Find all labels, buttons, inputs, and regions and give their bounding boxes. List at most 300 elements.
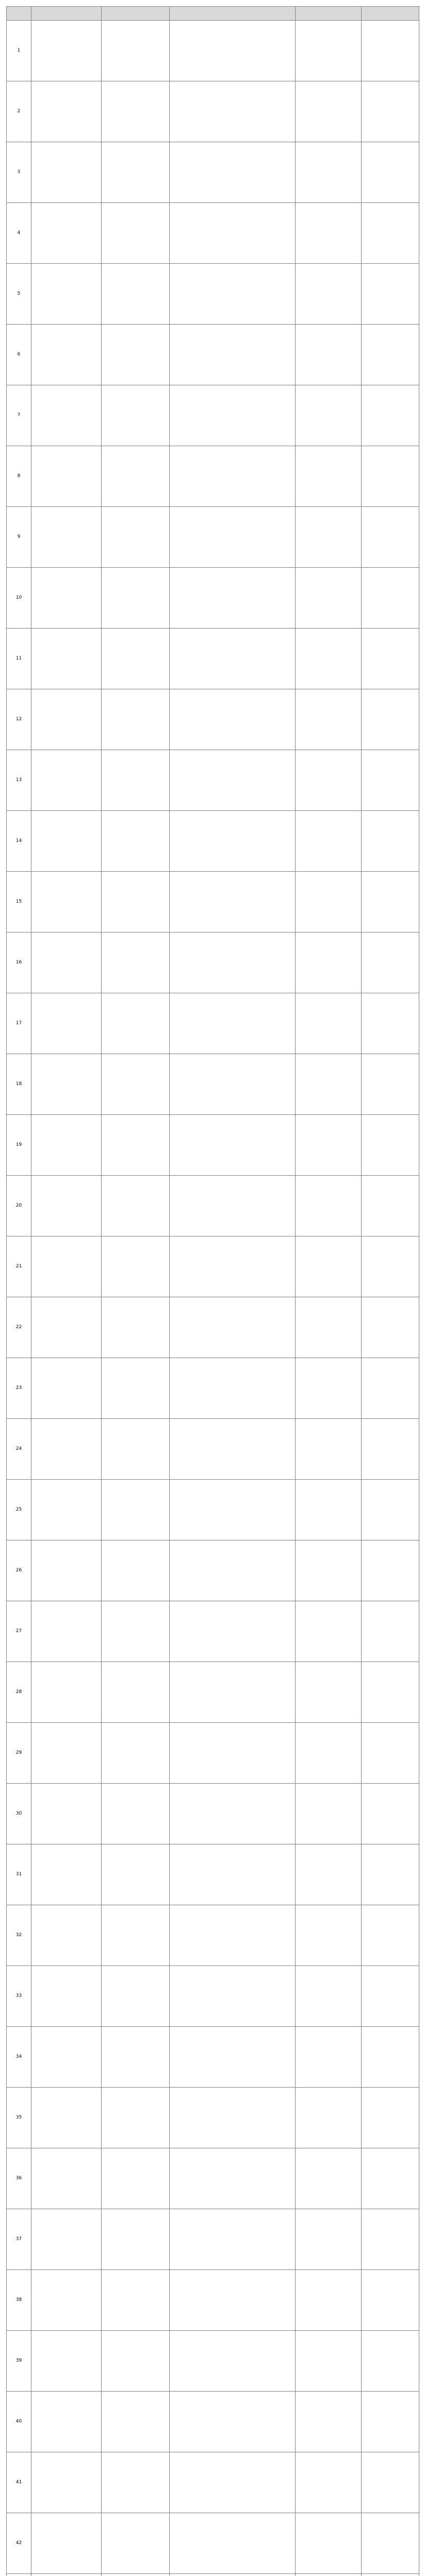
cell-company (31, 1784, 102, 1844)
cell-status (362, 2270, 419, 2331)
cell-scope (170, 1419, 296, 1480)
cell-scope (170, 1784, 296, 1844)
cell-status (362, 2209, 419, 2270)
cell-status (362, 1662, 419, 1723)
table-row (7, 1297, 419, 1358)
cell-date (102, 1723, 170, 1784)
cell-date (102, 1966, 170, 2027)
cell-type (296, 2027, 362, 2088)
table-row (7, 1540, 419, 1601)
cell-company (31, 507, 102, 568)
cell-status (362, 1784, 419, 1844)
cell-status (362, 811, 419, 872)
cell-scope (170, 81, 296, 142)
cell-scope (170, 2209, 296, 2270)
cell-scope (170, 811, 296, 872)
table-row (7, 81, 419, 142)
table-row (7, 1905, 419, 1966)
cell-company (31, 2270, 102, 2331)
cell-status (362, 1176, 419, 1236)
cell-scope (170, 1601, 296, 1662)
table-row (7, 750, 419, 811)
table-row (7, 2574, 419, 2576)
cell-seq: 39 (7, 2331, 31, 2392)
cell-date (102, 385, 170, 446)
cell-seq: 13 (7, 750, 31, 811)
table-row (7, 507, 419, 568)
cell-seq: 5 (7, 264, 31, 325)
table-row (7, 2270, 419, 2331)
cell-company (31, 2452, 102, 2513)
cell-type (296, 1723, 362, 1784)
cell-seq: 4 (7, 203, 31, 264)
cell-scope (170, 446, 296, 507)
table-row (7, 1723, 419, 1784)
cell-date (102, 1054, 170, 1115)
cell-type (296, 1054, 362, 1115)
cell-company (31, 933, 102, 993)
cell-status (362, 689, 419, 750)
cell-company (31, 872, 102, 933)
header-row (7, 7, 419, 21)
cell-status (362, 2513, 419, 2574)
cell-type (296, 325, 362, 385)
cell-date (102, 1480, 170, 1540)
cell-scope (170, 507, 296, 568)
cell-status (362, 1054, 419, 1115)
inspection-table-container (6, 6, 419, 2576)
cell-seq: 35 (7, 2088, 31, 2148)
cell-date (102, 1540, 170, 1601)
cell-type (296, 1480, 362, 1540)
cell-company (31, 1236, 102, 1297)
table-row (7, 2513, 419, 2574)
cell-company (31, 446, 102, 507)
cell-type (296, 1358, 362, 1419)
cell-type (296, 568, 362, 629)
cell-type (296, 1419, 362, 1480)
column-header-seq (7, 7, 31, 21)
cell-type (296, 1662, 362, 1723)
column-header-type (296, 7, 362, 21)
table-row (7, 933, 419, 993)
table-row (7, 1236, 419, 1297)
cell-seq: 42 (7, 2513, 31, 2574)
cell-seq: 7 (7, 385, 31, 446)
cell-status (362, 1358, 419, 1419)
cell-date (102, 2209, 170, 2270)
cell-seq: 26 (7, 1540, 31, 1601)
cell-company (31, 1723, 102, 1784)
cell-type (296, 1176, 362, 1236)
cell-type (296, 21, 362, 81)
cell-date (102, 507, 170, 568)
cell-scope (170, 2027, 296, 2088)
cell-date (102, 446, 170, 507)
cell-type (296, 2270, 362, 2331)
cell-date (102, 81, 170, 142)
cell-seq: 14 (7, 811, 31, 872)
cell-type (296, 811, 362, 872)
cell-type (296, 1784, 362, 1844)
cell-seq: 10 (7, 568, 31, 629)
cell-scope (170, 2088, 296, 2148)
cell-company (31, 1419, 102, 1480)
cell-seq: 21 (7, 1236, 31, 1297)
cell-type (296, 689, 362, 750)
cell-seq: 23 (7, 1358, 31, 1419)
cell-seq: 6 (7, 325, 31, 385)
column-header-status (362, 7, 419, 21)
cell-status (362, 872, 419, 933)
cell-status (362, 993, 419, 1054)
cell-seq: 22 (7, 1297, 31, 1358)
cell-type (296, 1844, 362, 1905)
cell-date (102, 1844, 170, 1905)
cell-seq: 38 (7, 2270, 31, 2331)
table-row (7, 1662, 419, 1723)
cell-company (31, 1844, 102, 1905)
table-row (7, 2392, 419, 2452)
cell-seq: 9 (7, 507, 31, 568)
cell-type (296, 2148, 362, 2209)
cell-company (31, 1540, 102, 1601)
cell-scope (170, 1662, 296, 1723)
cell-seq: 3 (7, 142, 31, 203)
cell-seq: 34 (7, 2027, 31, 2088)
table-row (7, 1358, 419, 1419)
cell-company (31, 750, 102, 811)
cell-date (102, 872, 170, 933)
cell-type (296, 1966, 362, 2027)
cell-status (362, 2392, 419, 2452)
cell-date (102, 1115, 170, 1176)
cell-type (296, 2209, 362, 2270)
cell-status (362, 1419, 419, 1480)
cell-company (31, 81, 102, 142)
cell-status (362, 629, 419, 689)
cell-date (102, 2331, 170, 2392)
cell-status (362, 385, 419, 446)
cell-scope (170, 203, 296, 264)
cell-scope (170, 993, 296, 1054)
inspection-table (6, 6, 419, 2576)
cell-scope (170, 1236, 296, 1297)
cell-company (31, 1480, 102, 1540)
cell-type (296, 629, 362, 689)
cell-status (362, 2452, 419, 2513)
cell-seq: 27 (7, 1601, 31, 1662)
cell-status (362, 1966, 419, 2027)
column-header-company (31, 7, 102, 21)
cell-scope (170, 1358, 296, 1419)
cell-seq: 40 (7, 2392, 31, 2452)
cell-scope (170, 1176, 296, 1236)
table-row (7, 264, 419, 325)
cell-seq: 28 (7, 1662, 31, 1723)
cell-company (31, 325, 102, 385)
cell-status (362, 750, 419, 811)
cell-status (362, 2331, 419, 2392)
table-row (7, 203, 419, 264)
cell-scope (170, 2513, 296, 2574)
cell-seq: 8 (7, 446, 31, 507)
table-row (7, 1844, 419, 1905)
cell-status (362, 81, 419, 142)
cell-seq: 1 (7, 21, 31, 81)
cell-seq: 37 (7, 2209, 31, 2270)
cell-seq: 2 (7, 81, 31, 142)
cell-status (362, 1297, 419, 1358)
cell-seq: 25 (7, 1480, 31, 1540)
cell-status (362, 1844, 419, 1905)
cell-type (296, 1236, 362, 1297)
cell-company (31, 1601, 102, 1662)
cell-status (362, 1480, 419, 1540)
cell-date (102, 1176, 170, 1236)
cell-seq: 33 (7, 1966, 31, 2027)
cell-scope (170, 1844, 296, 1905)
cell-status (362, 1236, 419, 1297)
cell-type (296, 2513, 362, 2574)
cell-company (31, 142, 102, 203)
table-row (7, 2088, 419, 2148)
cell-company (31, 629, 102, 689)
table-row (7, 1601, 419, 1662)
table-row (7, 2331, 419, 2392)
cell-status (362, 446, 419, 507)
cell-seq: 41 (7, 2452, 31, 2513)
table-row (7, 629, 419, 689)
cell-scope (170, 2392, 296, 2452)
cell-date (102, 1601, 170, 1662)
cell-date (102, 2027, 170, 2088)
cell-date (102, 1236, 170, 1297)
cell-scope (170, 1905, 296, 1966)
table-row (7, 872, 419, 933)
cell-company (31, 385, 102, 446)
cell-company (31, 2331, 102, 2392)
cell-scope (170, 568, 296, 629)
cell-type (296, 1905, 362, 1966)
cell-date (102, 750, 170, 811)
cell-date (102, 1905, 170, 1966)
cell-company (31, 993, 102, 1054)
table-row (7, 2452, 419, 2513)
cell-type (296, 2331, 362, 2392)
cell-status (362, 933, 419, 993)
cell-scope (170, 21, 296, 81)
cell-scope (170, 142, 296, 203)
table-row (7, 2027, 419, 2088)
cell-status (362, 2088, 419, 2148)
cell-company (31, 1054, 102, 1115)
table-row (7, 446, 419, 507)
cell-status (362, 264, 419, 325)
table-header (7, 7, 419, 21)
cell-date (102, 1784, 170, 1844)
cell-company (31, 1115, 102, 1176)
table-row (7, 325, 419, 385)
cell-seq: 12 (7, 689, 31, 750)
cell-type (296, 993, 362, 1054)
cell-status (362, 568, 419, 629)
cell-date (102, 1662, 170, 1723)
cell-type (296, 1540, 362, 1601)
cell-type (296, 446, 362, 507)
cell-date (102, 2452, 170, 2513)
cell-date (102, 142, 170, 203)
cell-type (296, 2392, 362, 2452)
cell-date (102, 568, 170, 629)
cell-company (31, 203, 102, 264)
cell-date (102, 1297, 170, 1358)
cell-company (31, 21, 102, 81)
cell-company (31, 1966, 102, 2027)
cell-scope (170, 1480, 296, 1540)
table-row (7, 2148, 419, 2209)
cell-scope (170, 2148, 296, 2209)
cell-type (296, 1601, 362, 1662)
cell-date (102, 21, 170, 81)
table-row (7, 568, 419, 629)
table-row (7, 142, 419, 203)
table-row (7, 993, 419, 1054)
cell-date (102, 325, 170, 385)
cell-type (296, 2574, 362, 2576)
cell-scope (170, 2270, 296, 2331)
cell-scope (170, 689, 296, 750)
cell-status (362, 203, 419, 264)
cell-type (296, 81, 362, 142)
cell-type (296, 264, 362, 325)
column-header-scope (170, 7, 296, 21)
cell-company (31, 1662, 102, 1723)
cell-company (31, 568, 102, 629)
cell-seq: 18 (7, 1054, 31, 1115)
cell-type (296, 750, 362, 811)
cell-company (31, 2027, 102, 2088)
cell-scope (170, 1297, 296, 1358)
cell-company (31, 2148, 102, 2209)
cell-seq: 31 (7, 1844, 31, 1905)
cell-type (296, 2452, 362, 2513)
table-row (7, 1054, 419, 1115)
table-row (7, 1784, 419, 1844)
cell-status (362, 1723, 419, 1784)
cell-company (31, 1358, 102, 1419)
cell-scope (170, 872, 296, 933)
cell-scope (170, 325, 296, 385)
cell-company (31, 2574, 102, 2576)
cell-seq: 19 (7, 1115, 31, 1176)
cell-seq: 17 (7, 993, 31, 1054)
table-row (7, 1480, 419, 1540)
table-row (7, 2209, 419, 2270)
cell-status (362, 1905, 419, 1966)
table-row (7, 1115, 419, 1176)
cell-company (31, 2392, 102, 2452)
cell-date (102, 264, 170, 325)
cell-date (102, 629, 170, 689)
cell-company (31, 264, 102, 325)
cell-seq: 24 (7, 1419, 31, 1480)
cell-seq: 29 (7, 1723, 31, 1784)
cell-type (296, 142, 362, 203)
cell-scope (170, 264, 296, 325)
cell-seq (7, 2574, 31, 2576)
cell-status (362, 2574, 419, 2576)
cell-scope (170, 1540, 296, 1601)
cell-seq: 11 (7, 629, 31, 689)
table-row (7, 1176, 419, 1236)
table-row (7, 21, 419, 81)
cell-status (362, 507, 419, 568)
cell-scope (170, 1966, 296, 2027)
cell-seq: 16 (7, 933, 31, 993)
cell-company (31, 2088, 102, 2148)
cell-type (296, 507, 362, 568)
cell-company (31, 2513, 102, 2574)
cell-status (362, 2027, 419, 2088)
cell-scope (170, 1723, 296, 1784)
cell-date (102, 811, 170, 872)
cell-date (102, 933, 170, 993)
cell-date (102, 1358, 170, 1419)
cell-company (31, 1905, 102, 1966)
cell-date (102, 2392, 170, 2452)
cell-status (362, 1115, 419, 1176)
cell-type (296, 203, 362, 264)
cell-date (102, 1419, 170, 1480)
cell-company (31, 811, 102, 872)
cell-status (362, 21, 419, 81)
cell-scope (170, 1115, 296, 1176)
table-row (7, 1966, 419, 2027)
cell-date (102, 993, 170, 1054)
cell-seq: 36 (7, 2148, 31, 2209)
cell-date (102, 2513, 170, 2574)
cell-scope (170, 750, 296, 811)
cell-type (296, 872, 362, 933)
cell-scope (170, 385, 296, 446)
cell-scope (170, 629, 296, 689)
cell-date (102, 689, 170, 750)
cell-status (362, 2148, 419, 2209)
cell-date (102, 203, 170, 264)
cell-type (296, 2088, 362, 2148)
cell-type (296, 933, 362, 993)
column-header-date (102, 7, 170, 21)
cell-date (102, 2270, 170, 2331)
cell-company (31, 2209, 102, 2270)
cell-seq: 15 (7, 872, 31, 933)
cell-status (362, 142, 419, 203)
cell-scope (170, 2574, 296, 2576)
cell-date (102, 2574, 170, 2576)
table-row (7, 385, 419, 446)
cell-scope (170, 2452, 296, 2513)
table-row (7, 811, 419, 872)
cell-scope (170, 933, 296, 993)
cell-date (102, 2088, 170, 2148)
cell-status (362, 325, 419, 385)
cell-type (296, 385, 362, 446)
cell-seq: 20 (7, 1176, 31, 1236)
table-body (7, 21, 419, 2576)
cell-date (102, 2148, 170, 2209)
cell-company (31, 1176, 102, 1236)
